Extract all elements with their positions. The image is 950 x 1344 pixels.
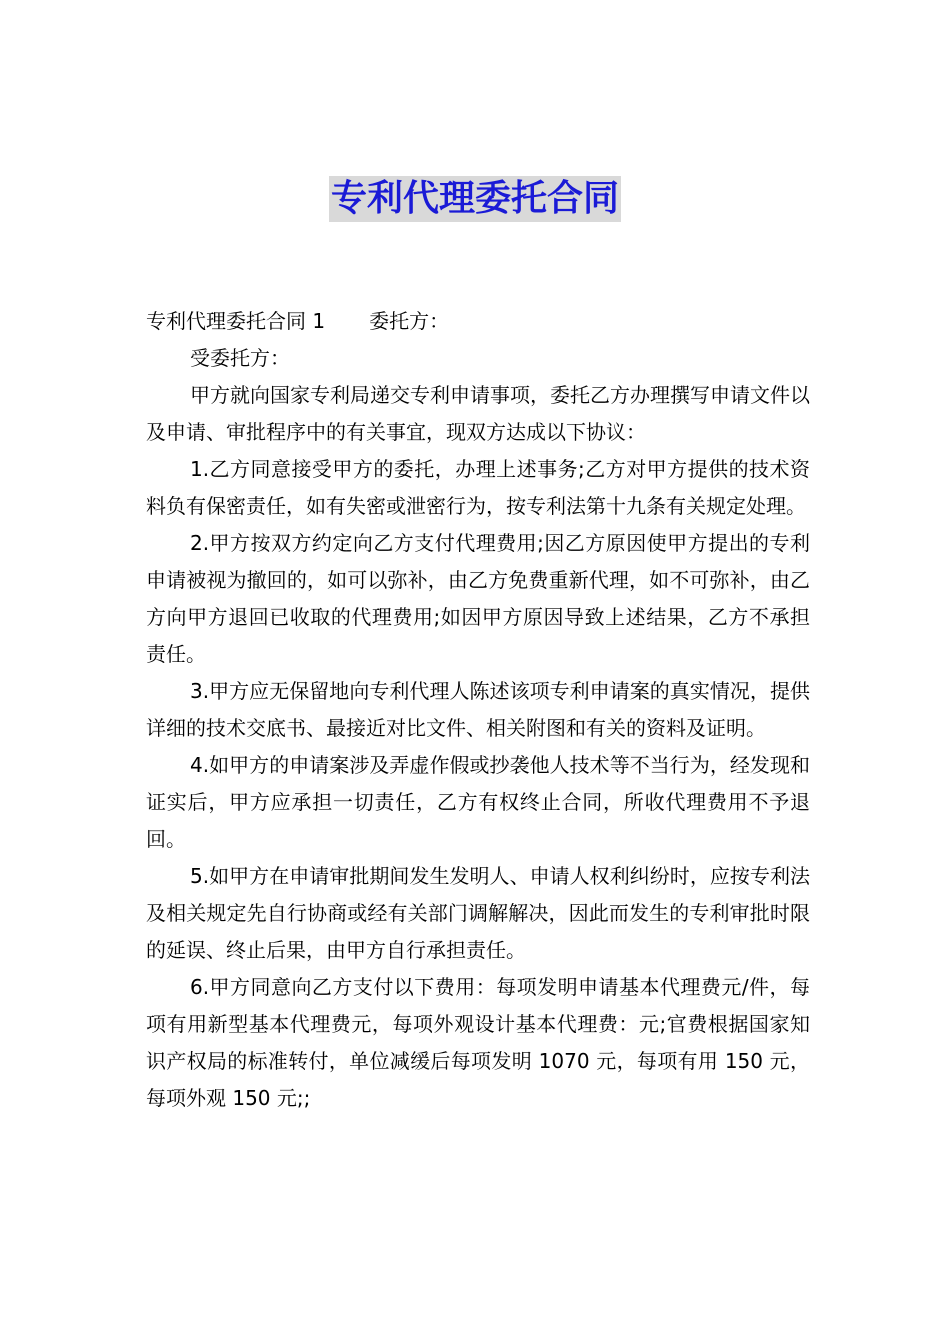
title-container (0, 176, 950, 222)
document-body (146, 303, 810, 1117)
paragraph-clause-6: 6.甲方同意向乙方支付以下费用：每项发明申请基本代理费元/件，每项有用新型基本代理费元，每项外观设计基本代理费：元;官费根据国家知识产权局的标准转付，单位减缓后每项发明 1070 元，每项有用 150 元，每项外观 150 元;; (146, 975, 810, 1110)
paragraph-clause-4: 4.如甲方的申请案涉及弄虚作假或抄袭他人技术等不当行为，经发现和证实后，甲方应承担一切责任，乙方有权终止合同，所收代理费用不予退回。 (146, 753, 810, 851)
paragraph-clause-1: 1.乙方同意接受甲方的委托，办理上述事务;乙方对甲方提供的技术资料负有保密责任，如有失密或泄密行为，按专利法第十九条有关规定处理。 (146, 457, 810, 518)
paragraph-clause-3: 3.甲方应无保留地向专利代理人陈述该项专利申请案的真实情况，提供详细的技术交底书、最接近对比文件、相关附图和有关的资料及证明。 (146, 679, 810, 740)
client-label: 委托方： (369, 309, 450, 333)
contract-number: 专利代理委托合同 1 (146, 309, 326, 333)
document-title: 专利代理委托合同 (329, 176, 621, 222)
heading-line (146, 303, 810, 340)
paragraph-agent-label: 受委托方： (190, 346, 290, 370)
paragraph-clause-2: 2.甲方按双方约定向乙方支付代理费用;因乙方原因使甲方提出的专利申请被视为撤回的，如可以弥补，由乙方免费重新代理，如不可弥补，由乙方向甲方退回已收取的代理费用;如因甲方原因导致上述结果，乙方不承担责任。 (146, 531, 810, 666)
paragraph-intro: 甲方就向国家专利局递交专利申请事项，委托乙方办理撰写申请文件以及申请、审批程序中的有关事宜，现双方达成以下协议： (146, 383, 810, 444)
paragraph-clause-5: 5.如甲方在申请审批期间发生发明人、申请人权利纠纷时，应按专利法及相关规定先自行协商或经有关部门调解解决，因此而发生的专利审批时限的延误、终止后果，由甲方自行承担责任。 (146, 864, 810, 962)
